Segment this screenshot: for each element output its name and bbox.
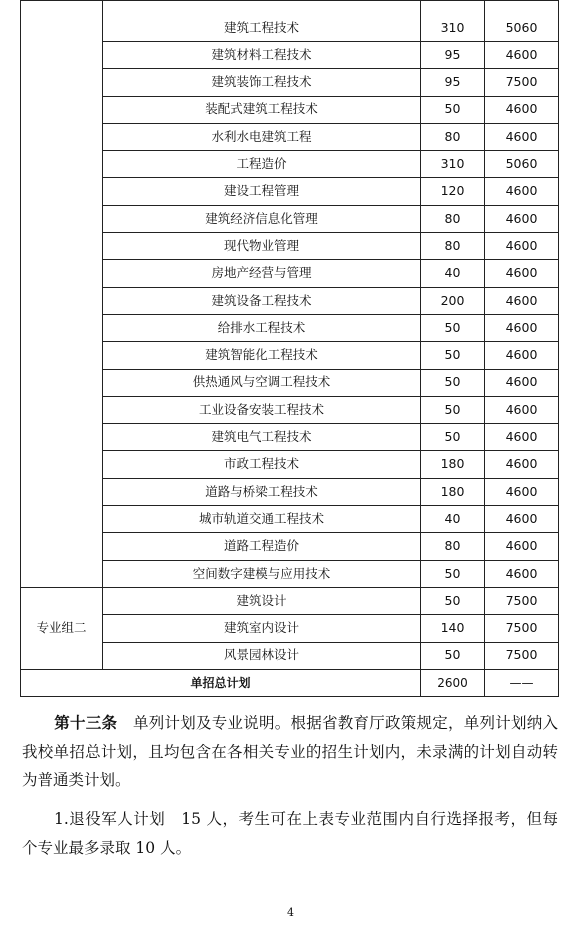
count-cell: 50: [421, 314, 485, 341]
fee-cell: 4600: [485, 396, 559, 423]
major-cell: 空间数字建模与应用技术: [103, 560, 421, 587]
count-cell: 40: [421, 506, 485, 533]
count-cell: 120: [421, 178, 485, 205]
fee-cell: 7500: [485, 615, 559, 642]
count-cell: 80: [421, 205, 485, 232]
fee-cell: 4600: [485, 123, 559, 150]
fee-cell: 4600: [485, 178, 559, 205]
major-cell: 建筑电气工程技术: [103, 424, 421, 451]
major-cell: 建筑设备工程技术: [103, 287, 421, 314]
count-cell: 50: [421, 587, 485, 614]
count-cell: 50: [421, 96, 485, 123]
fee-cell: 4600: [485, 424, 559, 451]
fee-cell: 4600: [485, 560, 559, 587]
group-label-cell: 专业组二: [21, 587, 103, 669]
major-cell: 供热通风与空调工程技术: [103, 369, 421, 396]
fee-cell: 4600: [485, 314, 559, 341]
major-cell: 市政工程技术: [103, 451, 421, 478]
count-cell: 95: [421, 42, 485, 69]
major-cell: 建筑智能化工程技术: [103, 342, 421, 369]
fee-cell: 4600: [485, 342, 559, 369]
major-cell: 水利水电建筑工程: [103, 123, 421, 150]
count-cell: 310: [421, 151, 485, 178]
count-cell: 50: [421, 369, 485, 396]
veteran-plan-body: 1.退役军人计划 15 人，考生可在上表专业范围内自行选择报考，但每个专业最多录取 10 人。: [22, 810, 558, 857]
major-cell: 道路工程造价: [103, 533, 421, 560]
fee-cell: 4600: [485, 205, 559, 232]
group-label-cell: [21, 1, 103, 588]
count-cell: 310: [421, 1, 485, 42]
major-cell: 工程造价: [103, 151, 421, 178]
total-label-cell: 单招总计划: [21, 669, 421, 696]
major-cell: 道路与桥梁工程技术: [103, 478, 421, 505]
count-cell: 50: [421, 642, 485, 669]
count-cell: 50: [421, 396, 485, 423]
fee-cell: 7500: [485, 587, 559, 614]
table-body: [21, 1, 559, 697]
major-cell: 建筑设计: [103, 587, 421, 614]
fee-cell: 4600: [485, 369, 559, 396]
count-cell: 50: [421, 560, 485, 587]
count-cell: 80: [421, 233, 485, 260]
fee-cell: 7500: [485, 69, 559, 96]
article-13-paragraph: [22, 709, 558, 795]
table-row: [21, 1, 559, 42]
fee-cell: 4600: [485, 42, 559, 69]
count-cell: 180: [421, 451, 485, 478]
fee-cell: 4600: [485, 233, 559, 260]
fee-cell: 4600: [485, 96, 559, 123]
count-cell: 50: [421, 342, 485, 369]
veteran-plan-paragraph: [22, 805, 558, 862]
major-cell: 建筑工程技术: [103, 1, 421, 42]
count-cell: 180: [421, 478, 485, 505]
count-cell: 40: [421, 260, 485, 287]
article-13-body: 单列计划及专业说明。根据省教育厅政策规定，单列计划纳入我校单招总计划，且均包含在各相关专业的招生计划内，未录满的计划自动转为普通类计划。: [22, 714, 558, 789]
major-cell: 建筑装饰工程技术: [103, 69, 421, 96]
major-cell: 风景园林设计: [103, 642, 421, 669]
major-cell: 建设工程管理: [103, 178, 421, 205]
count-cell: 140: [421, 615, 485, 642]
fee-cell: 5060: [485, 1, 559, 42]
fee-cell: 5060: [485, 151, 559, 178]
fee-cell: 4600: [485, 451, 559, 478]
total-fee-cell: ——: [485, 669, 559, 696]
fee-cell: 4600: [485, 506, 559, 533]
fee-cell: 4600: [485, 287, 559, 314]
major-cell: 房地产经营与管理: [103, 260, 421, 287]
table-row: [21, 587, 559, 614]
major-cell: 工业设备安装工程技术: [103, 396, 421, 423]
article-13-title: 第十三条: [54, 713, 118, 732]
count-cell: 80: [421, 123, 485, 150]
fee-cell: 4600: [485, 478, 559, 505]
major-cell: 给排水工程技术: [103, 314, 421, 341]
count-cell: 200: [421, 287, 485, 314]
total-row: [21, 669, 559, 696]
major-cell: 建筑材料工程技术: [103, 42, 421, 69]
major-cell: 建筑经济信息化管理: [103, 205, 421, 232]
fee-cell: 4600: [485, 533, 559, 560]
major-cell: 城市轨道交通工程技术: [103, 506, 421, 533]
enrollment-plan-table: [20, 0, 559, 697]
total-count-cell: 2600: [421, 669, 485, 696]
count-cell: 50: [421, 424, 485, 451]
count-cell: 80: [421, 533, 485, 560]
major-cell: 装配式建筑工程技术: [103, 96, 421, 123]
page-number: 4: [287, 906, 294, 919]
count-cell: 95: [421, 69, 485, 96]
major-cell: 现代物业管理: [103, 233, 421, 260]
fee-cell: 4600: [485, 260, 559, 287]
fee-cell: 7500: [485, 642, 559, 669]
major-cell: 建筑室内设计: [103, 615, 421, 642]
